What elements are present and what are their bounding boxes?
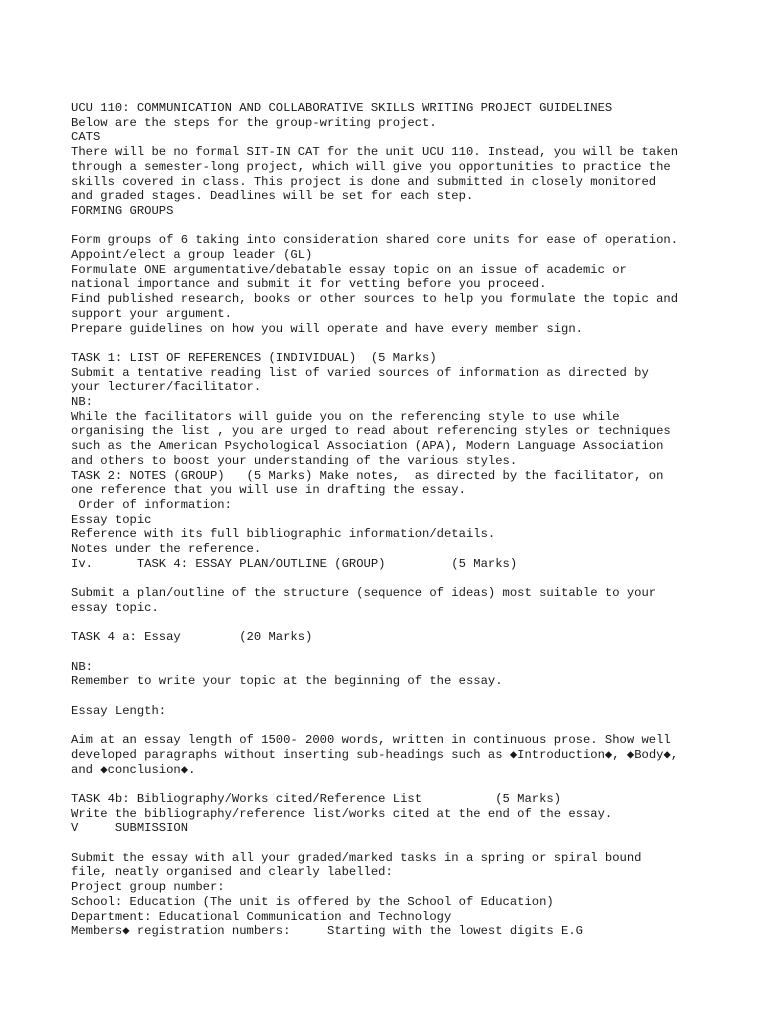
document-line: such as the American Psychological Association (APA), Modern Language Association	[71, 439, 664, 454]
document-line: through a semester-long project, which will give you opportunities to practice the	[71, 159, 671, 174]
document-line: School: Education (The unit is offered by the School of Education)	[71, 894, 554, 909]
document-line: Form groups of 6 taking into consideration shared core units for ease of operation.	[71, 233, 679, 248]
document-line: Project group number:	[71, 880, 225, 895]
document-line: TASK 1: LIST OF REFERENCES (INDIVIDUAL) (5 Marks)	[71, 350, 437, 365]
document-line: skills covered in class. This project is done and submitted in closely monitored	[71, 174, 657, 189]
document-line: Reference with its full bibliographic information/details.	[71, 527, 496, 542]
document-line	[71, 336, 711, 351]
document-line	[71, 689, 711, 704]
document-line: organising the list , you are urged to read about referencing styles or techniques	[71, 424, 671, 439]
document-line: Submit a plan/outline of the structure (sequence of ideas) most suitable to your	[71, 586, 657, 601]
document-line: Essay topic	[71, 512, 152, 527]
document-line: TASK 4b: Bibliography/Works cited/Reference List (5 Marks)	[71, 791, 562, 806]
document-line: V SUBMISSION	[71, 821, 189, 836]
document-line: Members◆ registration numbers: Starting with the lowest digits E.G	[71, 924, 583, 939]
document-line: Aim at an essay length of 1500- 2000 words, written in continuous prose. Show well	[71, 733, 671, 748]
document-line: There will be no formal SIT-IN CAT for the unit UCU 110. Instead, you will be taken	[71, 145, 679, 160]
document-line: Remember to write your topic at the beginning of the essay.	[71, 674, 503, 689]
document-line: one reference that you will use in drafting the essay.	[71, 483, 466, 498]
document-line: developed paragraphs without inserting sub-headings such as ◆Introduction◆, ◆Body◆,	[71, 747, 679, 762]
document-line: national importance and submit it for vetting before you proceed.	[71, 277, 547, 292]
document-line: Submit a tentative reading list of varied sources of information as directed by	[71, 365, 649, 380]
document-line: FORMING GROUPS	[71, 203, 174, 218]
document-line: and others to boost your understanding of the various styles.	[71, 453, 518, 468]
document-line	[71, 571, 711, 586]
document-line: NB:	[71, 395, 93, 410]
document-line	[71, 616, 711, 631]
document-line: Find published research, books or other sources to help you formulate the topic and	[71, 292, 679, 307]
document-line: Appoint/elect a group leader (GL)	[71, 248, 313, 263]
document-line: Write the bibliography/reference list/works cited at the end of the essay.	[71, 806, 613, 821]
document-line: and ◆conclusion◆.	[71, 762, 196, 777]
document-line: Iv. TASK 4: ESSAY PLAN/OUTLINE (GROUP) (5 Marks)	[71, 556, 518, 571]
document-line: UCU 110: COMMUNICATION AND COLLABORATIVE SKILLS WRITING PROJECT GUIDELINES	[71, 101, 613, 115]
document-line: essay topic.	[71, 600, 159, 615]
document-line	[71, 645, 711, 660]
document-line: While the facilitators will guide you on the referencing style to use while	[71, 409, 620, 424]
document-line: CATS	[71, 130, 101, 145]
document-line	[71, 219, 711, 234]
document-line: file, neatly organised and clearly labelled:	[71, 865, 393, 880]
document-line: Prepare guidelines on how you will operate and have every member sign.	[71, 321, 583, 336]
document-line	[71, 718, 711, 733]
document-line: Essay Length:	[71, 703, 167, 718]
document-line: Submit the essay with all your graded/marked tasks in a spring or spiral bound	[71, 850, 642, 865]
document-line: support your argument.	[71, 306, 232, 321]
document-line: Below are the steps for the group-writing project.	[71, 115, 437, 130]
document-line: TASK 2: NOTES (GROUP) (5 Marks) Make notes, as directed by the facilitator, on	[71, 468, 664, 483]
document-line: Department: Educational Communication and Technology	[71, 909, 452, 924]
document-line: Formulate ONE argumentative/debatable essay topic on an issue of academic or	[71, 262, 627, 277]
document-line: Notes under the reference.	[71, 542, 262, 557]
document-body	[71, 101, 711, 939]
document-line	[71, 836, 711, 851]
document-line: your lecturer/facilitator.	[71, 380, 262, 395]
document-line: NB:	[71, 659, 93, 674]
document-line: and graded stages. Deadlines will be set for each step.	[71, 189, 474, 204]
document-line: Order of information:	[71, 497, 232, 512]
document-line	[71, 777, 711, 792]
document-line: TASK 4 a: Essay (20 Marks)	[71, 630, 313, 645]
